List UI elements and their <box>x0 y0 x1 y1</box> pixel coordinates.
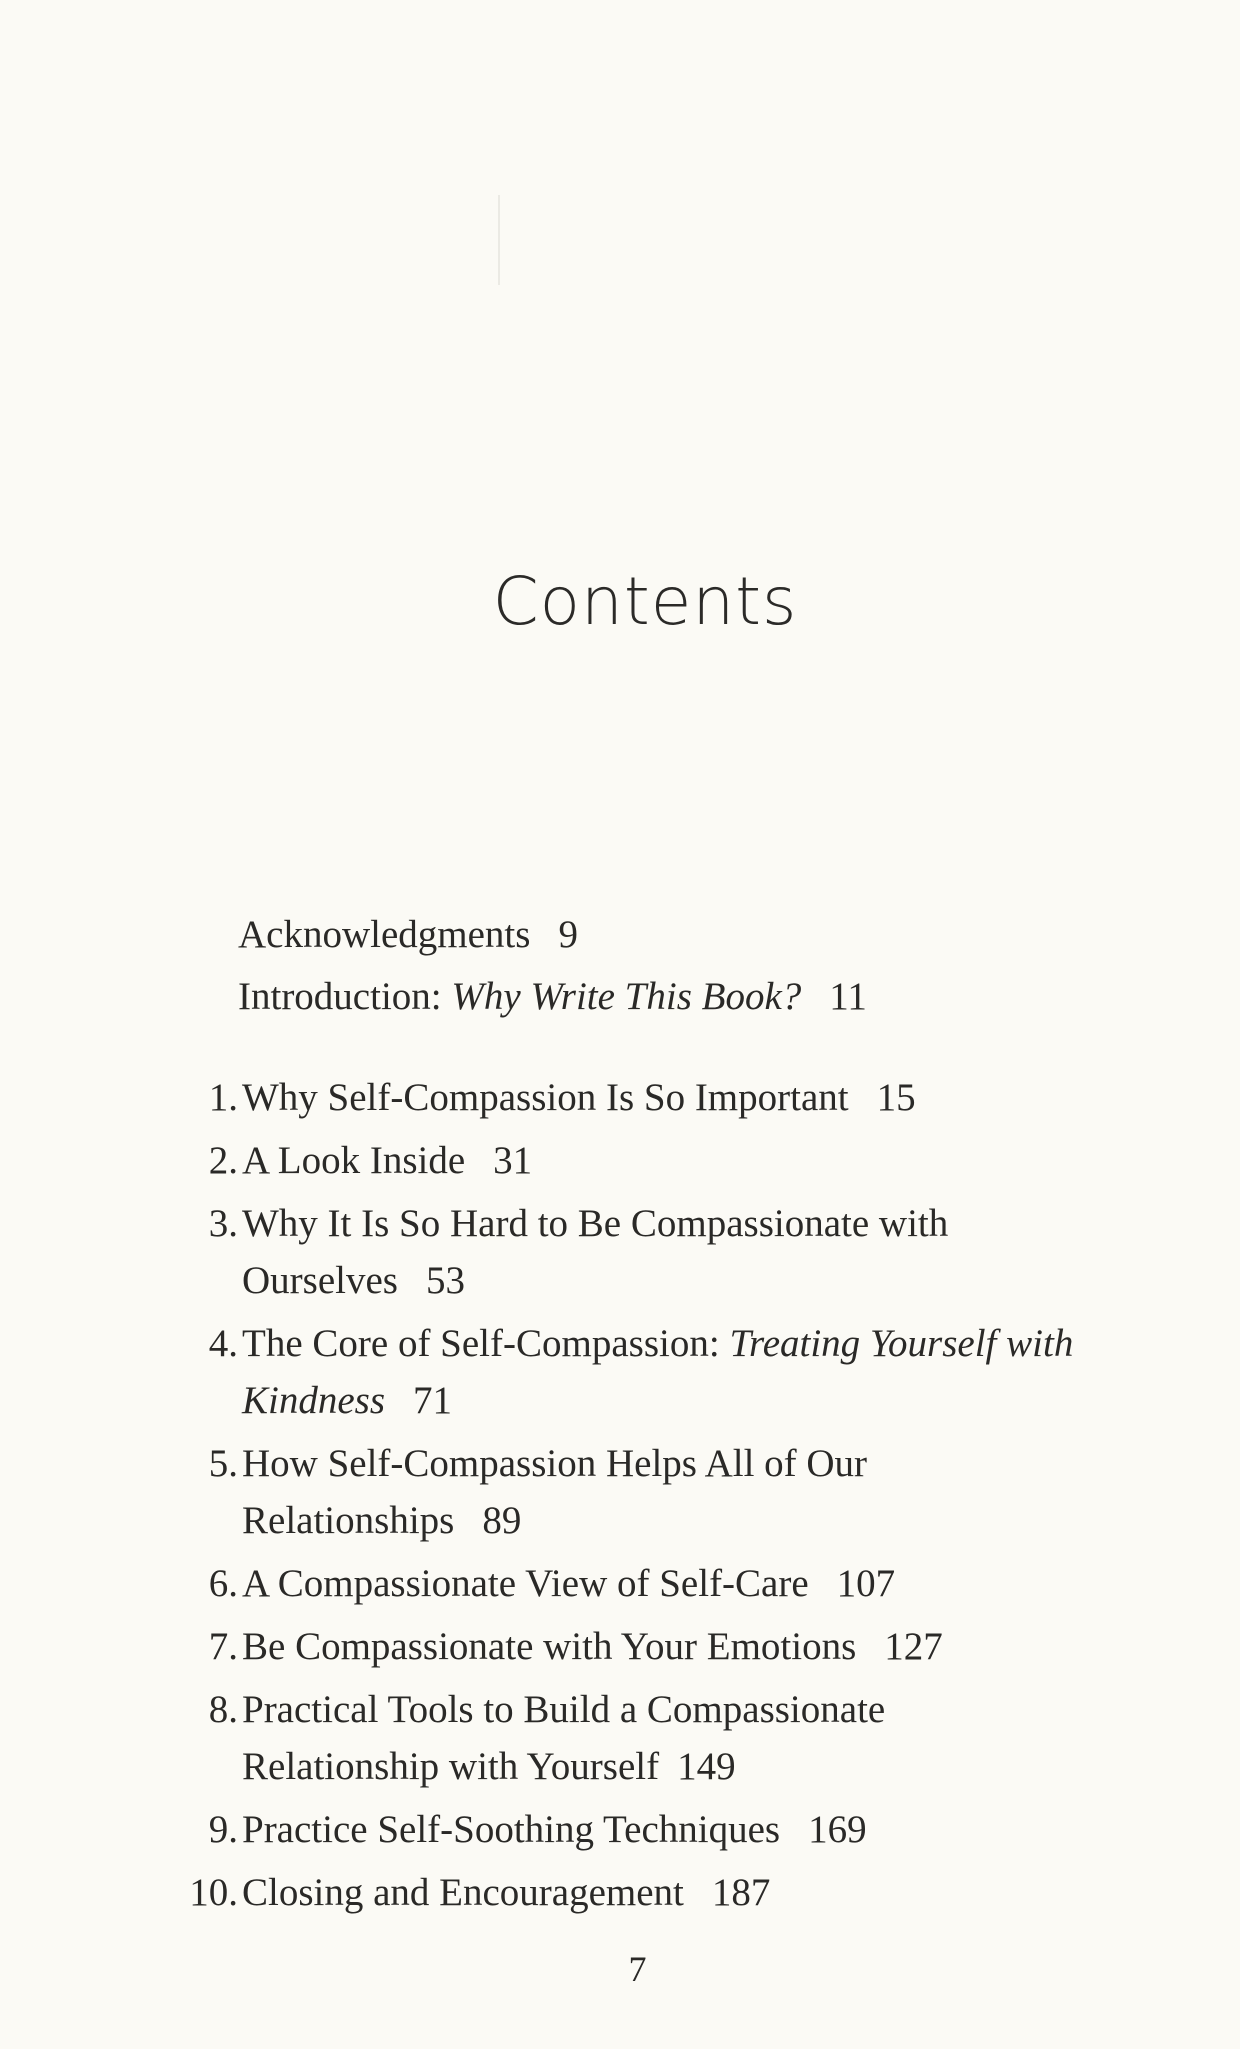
chapter-title: Practical Tools to Build a Compassionate <box>242 1688 886 1731</box>
front-matter-label: Acknowledgments <box>238 913 531 956</box>
chapter-title: The Core of Self-Compassion: <box>242 1322 730 1365</box>
chapter-title-italic: Treating Yourself with <box>729 1322 1074 1365</box>
chapter-list <box>150 1069 1160 1927</box>
chapter-number: 4. <box>208 1322 238 1365</box>
chapter-page: 127 <box>884 1625 943 1668</box>
chapter-title: A Look Inside <box>242 1139 466 1182</box>
chapter-page: 107 <box>836 1562 896 1605</box>
chapter-entry <box>150 1618 1160 1675</box>
page-number: 7 <box>628 1949 647 1989</box>
chapter-number: 10. <box>189 1871 238 1914</box>
chapter-title: Practice Self-Soothing Techniques <box>242 1808 781 1851</box>
chapter-page: 89 <box>482 1499 522 1542</box>
chapter-entry <box>150 1195 1160 1309</box>
chapter-number: 9. <box>208 1808 238 1851</box>
front-matter <box>238 904 867 1028</box>
chapter-entry <box>150 1435 1160 1549</box>
chapter-title-continued: Kindness <box>242 1379 386 1422</box>
chapter-title-continued: Relationships <box>242 1499 455 1542</box>
chapter-page: 169 <box>808 1808 867 1851</box>
chapter-number: 2. <box>208 1139 238 1182</box>
chapter-entry <box>150 1132 1160 1189</box>
chapter-number: 1. <box>208 1076 238 1119</box>
chapter-title: A Compassionate View of Self-Care <box>242 1562 809 1605</box>
chapter-entry <box>150 1069 1160 1126</box>
chapter-number: 8. <box>208 1688 238 1731</box>
chapter-page: 15 <box>876 1076 916 1119</box>
chapter-page: 187 <box>711 1871 771 1914</box>
chapter-entry <box>150 1555 1160 1612</box>
chapter-title: Be Compassionate with Your Emotions <box>242 1625 857 1668</box>
chapter-number: 7. <box>208 1625 238 1668</box>
front-matter-page: 9 <box>558 913 578 956</box>
chapter-number: 3. <box>208 1202 238 1245</box>
chapter-page: 71 <box>413 1379 453 1422</box>
chapter-title: Why It Is So Hard to Be Compassionate with <box>242 1202 949 1245</box>
chapter-title: Why Self-Compassion Is So Important <box>242 1076 849 1119</box>
chapter-page: 53 <box>425 1259 465 1302</box>
front-matter-item <box>238 966 867 1028</box>
chapter-title-continued: Ourselves <box>242 1259 398 1302</box>
chapter-title: Closing and Encouragement <box>242 1871 684 1914</box>
chapter-entry <box>150 1681 1160 1795</box>
chapter-entry <box>150 1315 1160 1429</box>
paper-mark <box>498 195 500 285</box>
chapter-title: How Self-Compassion Helps All of Our <box>242 1442 868 1485</box>
page-title: Contents <box>492 563 798 640</box>
chapter-number: 5. <box>208 1442 238 1485</box>
front-matter-label: Introduction: <box>238 975 452 1018</box>
chapter-page: 149 <box>677 1745 736 1788</box>
chapter-entry <box>150 1801 1160 1858</box>
chapter-page: 31 <box>493 1139 533 1182</box>
chapter-number: 6. <box>208 1562 238 1605</box>
front-matter-label-italic: Why Write This Book? <box>451 975 802 1018</box>
front-matter-page: 11 <box>829 975 867 1018</box>
chapter-entry <box>150 1864 1160 1921</box>
chapter-title-continued: Relationship with Yourself <box>242 1745 660 1788</box>
front-matter-item <box>238 904 867 966</box>
